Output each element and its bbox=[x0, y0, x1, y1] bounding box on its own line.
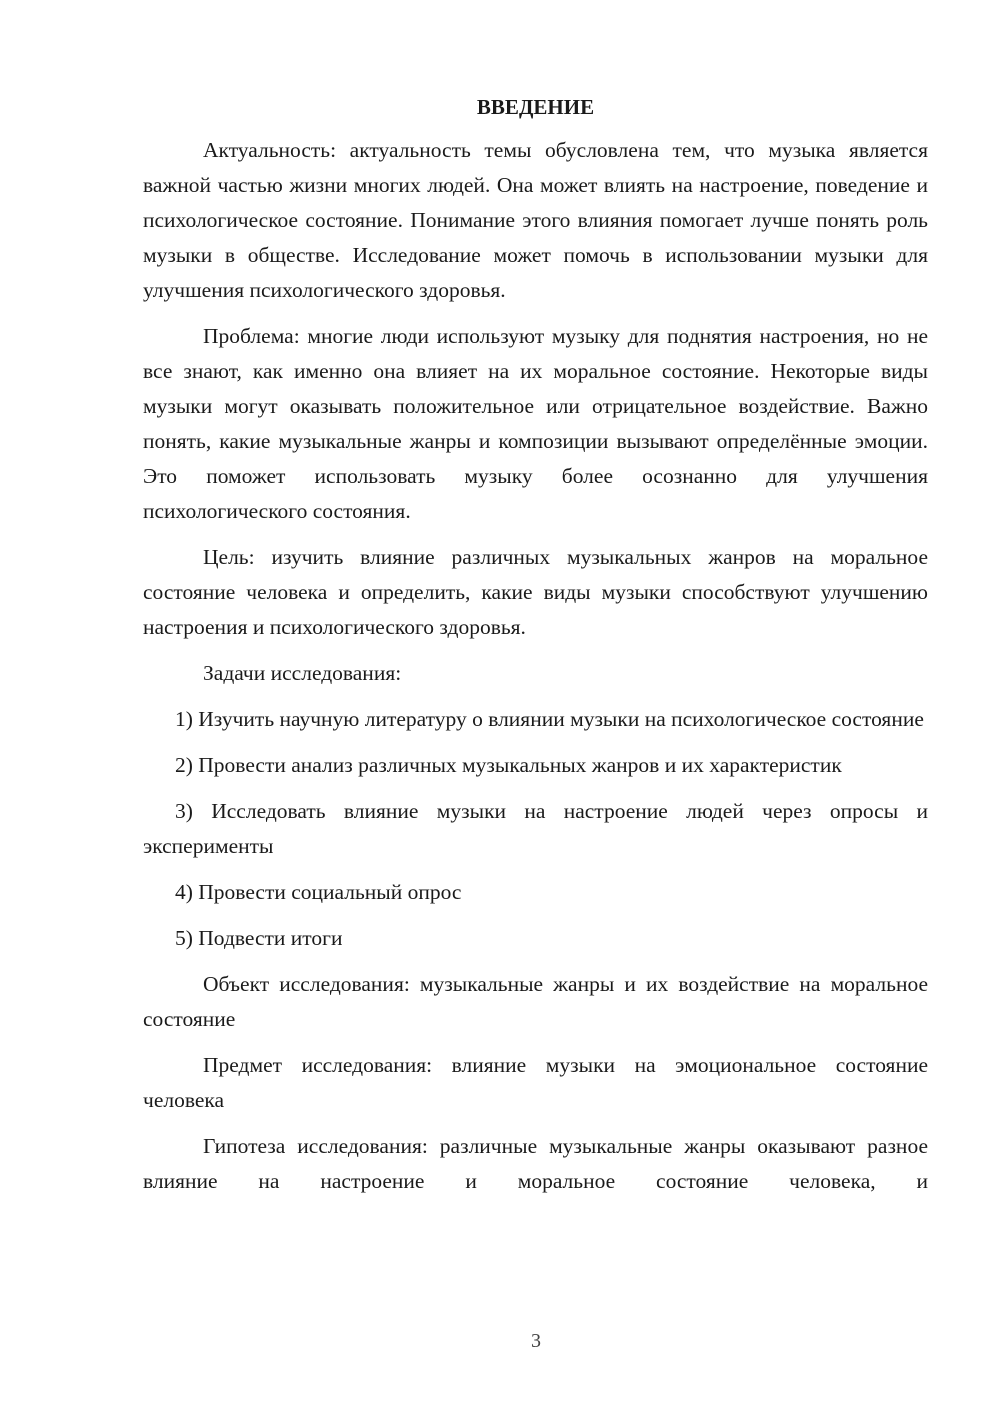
task-item-2: 2) Провести анализ различных музыкальных жанров и их характеристик bbox=[175, 753, 842, 777]
object-paragraph: Объект исследования: музыкальные жанры и их воздействие на моральное состояние bbox=[143, 972, 928, 1031]
task-item-4: 4) Провести социальный опрос bbox=[175, 880, 462, 904]
relevance-paragraph: Актуальность: актуальность темы обусловлена тем, что музыка является важной частью жизни многих людей. Она может влиять на настроение, поведение и психологическое состояние. Понимание этого влияния помогает лучше понять роль музыки в обществе. Исследование может помочь в использовании музыки для улучшения психологического здоровья. bbox=[143, 138, 928, 302]
document-page bbox=[143, 90, 928, 1210]
tasks-label: Задачи исследования: bbox=[203, 661, 402, 685]
task-item-5: 5) Подвести итоги bbox=[175, 926, 343, 950]
goal-paragraph: Цель: изучить влияние различных музыкальных жанров на моральное состояние человека и определить, какие виды музыки способствуют улучшению настроения и психологического здоровья. bbox=[143, 545, 928, 639]
problem-paragraph: Проблема: многие люди используют музыку для поднятия настроения, но не все знают, как именно она влияет на их моральное состояние. Некоторые виды музыки могут оказывать положительное или отрицательное воздействие. Важно понять, какие музыкальные жанры и композиции вызывают определённые эмоции. Это поможет использовать музыку более осознанно для улучшения психологического состояния. bbox=[143, 324, 928, 523]
subject-paragraph: Предмет исследования: влияние музыки на эмоциональное состояние человека bbox=[143, 1053, 928, 1112]
task-item-3: 3) Исследовать влияние музыки на настроение людей через опросы и эксперименты bbox=[143, 799, 928, 858]
page-number: 3 bbox=[531, 1330, 541, 1352]
task-item-1: 1) Изучить научную литературу о влиянии музыки на психологическое состояние bbox=[175, 707, 924, 731]
page-title: ВВЕДЕНИЕ bbox=[476, 95, 595, 119]
hypothesis-paragraph: Гипотеза исследования: различные музыкальные жанры оказывают разное влияние на настроение и моральное состояние человека, и bbox=[143, 1134, 928, 1193]
